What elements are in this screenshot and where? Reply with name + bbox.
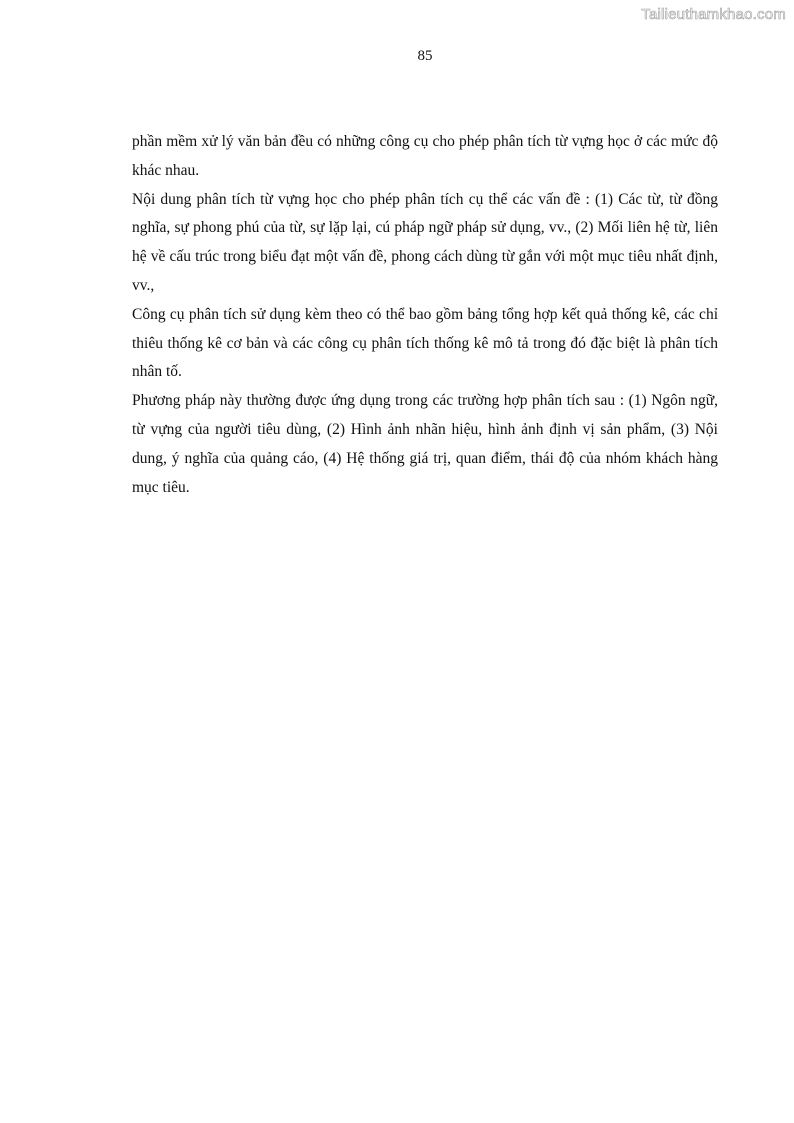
paragraph: Công cụ phân tích sử dụng kèm theo có thể bao gồm bảng tổng hợp kết quả thống kê, các chỉ thiêu thống kê cơ bản và các công cụ phân tích thống kê mô tả trong đó đặc biệt là phân tích nhân tố. bbox=[132, 305, 718, 381]
watermark: Tailieuthamkhao.com bbox=[641, 6, 786, 23]
paragraph: Nội dung phân tích từ vựng học cho phép phân tích cụ thể các vấn đề : (1) Các từ, từ đồng nghĩa, sự phong phú của từ, sự lặp lại, cú pháp ngữ pháp sử dụng, vv., (2) Mối liên hệ từ, liên hệ về cấu trúc trong biểu đạt một vấn đề, phong cách dùng từ gắn với một mục tiêu nhất định, vv., bbox=[132, 190, 718, 294]
paragraph: phần mềm xử lý văn bản đều có những công cụ cho phép phân tích từ vựng học ở các mức độ khác nhau. bbox=[132, 133, 718, 179]
document-body bbox=[132, 128, 718, 502]
paragraph: Phương pháp này thường được ứng dụng trong các trường hợp phân tích sau : (1) Ngôn ngữ, từ vựng của người tiêu dùng, (2) Hình ảnh nhãn hiệu, hình ảnh định vị sản phẩm, (3) Nội dung, ý nghĩa của quảng cáo, (4) Hệ thống giá trị, quan điểm, thái độ của nhóm khách hàng mục tiêu. bbox=[132, 392, 718, 496]
page-number: 85 bbox=[417, 48, 433, 64]
